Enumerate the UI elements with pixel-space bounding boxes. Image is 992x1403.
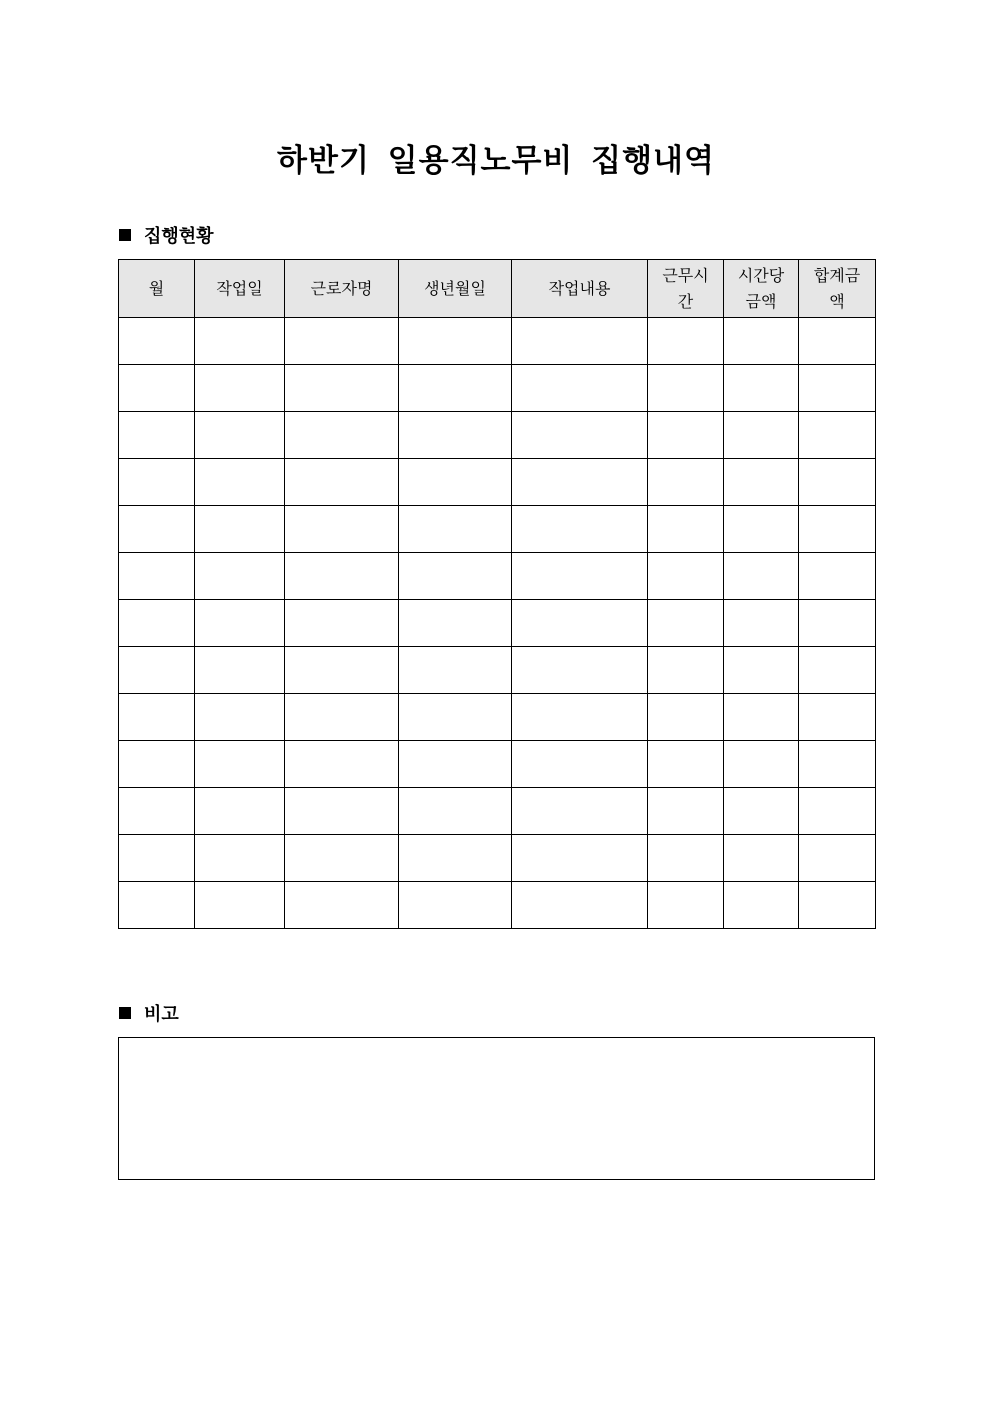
table-row xyxy=(119,553,876,600)
status-section-heading xyxy=(119,222,214,248)
table-cell[interactable] xyxy=(285,882,399,929)
table-cell[interactable] xyxy=(648,412,724,459)
table-row xyxy=(119,600,876,647)
table-row xyxy=(119,365,876,412)
square-bullet-icon xyxy=(119,229,131,241)
table-cell[interactable] xyxy=(648,553,724,600)
table-cell[interactable] xyxy=(399,835,512,882)
table-cell[interactable] xyxy=(195,365,285,412)
table-cell[interactable] xyxy=(512,835,648,882)
table-cell[interactable] xyxy=(512,412,648,459)
table-row xyxy=(119,647,876,694)
header-month: 월 xyxy=(119,260,195,318)
table-cell[interactable] xyxy=(799,788,876,835)
table-cell[interactable] xyxy=(285,600,399,647)
table-header-row xyxy=(119,260,876,318)
table-cell[interactable] xyxy=(724,694,799,741)
table-cell[interactable] xyxy=(724,318,799,365)
table-cell[interactable] xyxy=(724,412,799,459)
table-cell[interactable] xyxy=(119,459,195,506)
table-cell[interactable] xyxy=(285,318,399,365)
table-cell[interactable] xyxy=(195,459,285,506)
table-cell[interactable] xyxy=(399,412,512,459)
table-cell[interactable] xyxy=(648,694,724,741)
remarks-section-heading xyxy=(119,1000,179,1026)
header-work-description: 작업내용 xyxy=(512,260,648,318)
table-cell[interactable] xyxy=(399,318,512,365)
table-cell[interactable] xyxy=(119,318,195,365)
table-cell[interactable] xyxy=(195,553,285,600)
header-total-amount: 합계금 액 xyxy=(799,260,876,318)
table-row xyxy=(119,788,876,835)
table-row xyxy=(119,412,876,459)
header-hourly-rate: 시간당 금액 xyxy=(724,260,799,318)
table-cell[interactable] xyxy=(119,600,195,647)
table-cell[interactable] xyxy=(512,459,648,506)
table-cell[interactable] xyxy=(799,365,876,412)
table-cell[interactable] xyxy=(119,694,195,741)
table-cell[interactable] xyxy=(648,647,724,694)
table-cell[interactable] xyxy=(285,741,399,788)
table-cell[interactable] xyxy=(285,365,399,412)
table-cell[interactable] xyxy=(799,553,876,600)
table-cell[interactable] xyxy=(799,741,876,788)
table-cell[interactable] xyxy=(285,835,399,882)
header-work-date: 작업일 xyxy=(195,260,285,318)
table-cell[interactable] xyxy=(648,459,724,506)
table-cell[interactable] xyxy=(724,788,799,835)
table-cell[interactable] xyxy=(648,788,724,835)
table-cell[interactable] xyxy=(724,882,799,929)
table-cell[interactable] xyxy=(799,318,876,365)
expense-table xyxy=(118,259,876,929)
table-cell[interactable] xyxy=(285,553,399,600)
table-cell[interactable] xyxy=(285,412,399,459)
remarks-box[interactable] xyxy=(118,1037,875,1180)
table-cell[interactable] xyxy=(512,600,648,647)
table-cell[interactable] xyxy=(399,694,512,741)
table-cell[interactable] xyxy=(399,365,512,412)
table-cell[interactable] xyxy=(512,553,648,600)
table-cell[interactable] xyxy=(724,459,799,506)
table-cell[interactable] xyxy=(648,506,724,553)
table-cell[interactable] xyxy=(724,647,799,694)
table-cell[interactable] xyxy=(119,647,195,694)
table-cell[interactable] xyxy=(512,506,648,553)
table-row xyxy=(119,318,876,365)
table-cell[interactable] xyxy=(648,600,724,647)
table-cell[interactable] xyxy=(399,647,512,694)
table-cell[interactable] xyxy=(724,553,799,600)
table-cell[interactable] xyxy=(399,600,512,647)
table-row xyxy=(119,835,876,882)
table-cell[interactable] xyxy=(285,788,399,835)
table-cell[interactable] xyxy=(724,600,799,647)
table-cell[interactable] xyxy=(285,694,399,741)
table-row xyxy=(119,882,876,929)
table-cell[interactable] xyxy=(119,835,195,882)
table-cell[interactable] xyxy=(799,506,876,553)
table-cell[interactable] xyxy=(799,882,876,929)
table-cell[interactable] xyxy=(399,553,512,600)
table-cell[interactable] xyxy=(512,318,648,365)
table-cell[interactable] xyxy=(285,459,399,506)
table-cell[interactable] xyxy=(119,553,195,600)
table-cell[interactable] xyxy=(512,882,648,929)
table-cell[interactable] xyxy=(195,600,285,647)
header-work-hours: 근무시 간 xyxy=(648,260,724,318)
table-row xyxy=(119,459,876,506)
table-cell[interactable] xyxy=(799,600,876,647)
table-cell[interactable] xyxy=(195,835,285,882)
table-cell[interactable] xyxy=(399,788,512,835)
table-cell[interactable] xyxy=(399,741,512,788)
table-cell[interactable] xyxy=(648,318,724,365)
table-cell[interactable] xyxy=(512,741,648,788)
table-cell[interactable] xyxy=(724,506,799,553)
table-cell[interactable] xyxy=(648,365,724,412)
table-cell[interactable] xyxy=(195,882,285,929)
table-row xyxy=(119,506,876,553)
table-cell[interactable] xyxy=(195,506,285,553)
table-cell[interactable] xyxy=(195,412,285,459)
table-cell[interactable] xyxy=(195,694,285,741)
table-cell[interactable] xyxy=(195,318,285,365)
table-cell[interactable] xyxy=(724,835,799,882)
table-cell[interactable] xyxy=(285,506,399,553)
header-birth-date: 생년월일 xyxy=(399,260,512,318)
table-cell[interactable] xyxy=(195,741,285,788)
table-cell[interactable] xyxy=(399,459,512,506)
document-title: 하반기 일용직노무비 집행내역 xyxy=(277,143,715,179)
table-cell[interactable] xyxy=(119,741,195,788)
table-cell[interactable] xyxy=(285,647,399,694)
table-cell[interactable] xyxy=(512,694,648,741)
status-section-label: 집행현황 xyxy=(144,226,214,247)
table-cell[interactable] xyxy=(799,412,876,459)
table-cell[interactable] xyxy=(119,365,195,412)
table-cell[interactable] xyxy=(799,459,876,506)
table-cell[interactable] xyxy=(648,882,724,929)
table-row xyxy=(119,694,876,741)
header-worker-name: 근로자명 xyxy=(285,260,399,318)
table-cell[interactable] xyxy=(512,788,648,835)
remarks-section-label: 비고 xyxy=(144,1004,179,1025)
table-cell[interactable] xyxy=(799,647,876,694)
table-cell[interactable] xyxy=(724,741,799,788)
table-cell[interactable] xyxy=(648,741,724,788)
table-cell[interactable] xyxy=(119,882,195,929)
table-cell[interactable] xyxy=(512,647,648,694)
table-cell[interactable] xyxy=(512,365,648,412)
table-cell[interactable] xyxy=(119,506,195,553)
table-cell[interactable] xyxy=(724,365,799,412)
table-cell[interactable] xyxy=(648,835,724,882)
square-bullet-icon xyxy=(119,1007,131,1019)
table-row xyxy=(119,741,876,788)
table-cell[interactable] xyxy=(799,835,876,882)
table-body xyxy=(119,318,876,929)
table-cell[interactable] xyxy=(119,412,195,459)
table-cell[interactable] xyxy=(399,882,512,929)
table-cell[interactable] xyxy=(195,647,285,694)
table-cell[interactable] xyxy=(799,694,876,741)
table-cell[interactable] xyxy=(119,788,195,835)
table-cell[interactable] xyxy=(399,506,512,553)
table-cell[interactable] xyxy=(195,788,285,835)
